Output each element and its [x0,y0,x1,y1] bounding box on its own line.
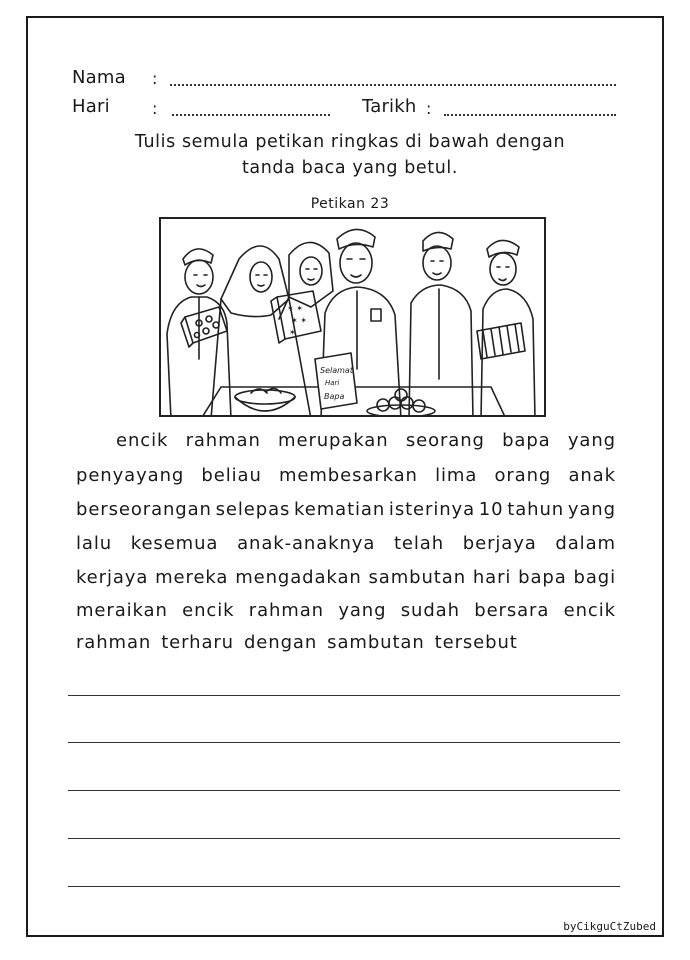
tarikh-label: Tarikh [362,96,417,117]
author-credit: byCikguCtZubed [563,920,656,933]
passage-word: bersara [474,600,550,621]
passage-word: merupakan [278,430,389,451]
passage-word: rahman [185,430,261,451]
gift-box-right [477,323,525,359]
passage-word: tersebut [434,632,518,653]
tarikh-colon: : [426,99,432,118]
passage-word: isterinya [388,499,476,520]
passage-word: anak [568,465,616,486]
passage-word: sambutan [368,567,467,588]
hari-colon: : [152,99,158,118]
svg-text:✶ ✶: ✶ ✶ [287,304,303,313]
passage-word: encik [182,600,235,621]
passage-line-5 [76,567,616,588]
passage-word: membesarkan [278,465,418,486]
passage-word: mengadakan [235,567,362,588]
passage-line-1 [116,430,616,451]
card-text-3: Bapa [324,392,345,401]
passage-word: bapa [502,430,551,451]
food-bowl [235,388,295,411]
instruction-line-1: Tulis semula petikan ringkas di bawah dengan [134,132,566,152]
passage-word: kerjaya [76,567,149,588]
passage-word: mereka [155,567,229,588]
tarikh-field[interactable] [444,114,616,116]
passage-word: orang [494,465,552,486]
passage-word: encik [563,600,616,621]
passage-word: beliau [201,465,262,486]
svg-text:✶ ✶: ✶ ✶ [291,316,307,325]
passage-line-6 [76,600,616,621]
passage-word: rahman [76,632,152,653]
nama-colon: : [152,69,158,88]
passage-word: yang [338,600,387,621]
boy-middle-figure [409,232,473,417]
illustration-family-celebration [159,217,546,417]
instruction [100,129,600,181]
passage-word: penyayang [76,465,185,486]
passage-word: seorang [405,430,485,451]
family-drawing [161,219,546,417]
passage-line-3 [76,499,616,520]
passage-word: yang [567,499,616,520]
passage-word: lima [435,465,478,486]
passage-word: berjaya [462,533,537,554]
answer-writing-line[interactable] [68,695,620,696]
hari-field[interactable] [172,114,330,116]
card-text-2: Hari [325,379,340,387]
passage-word: rahman [248,600,324,621]
passage-word: meraikan [76,600,168,621]
nama-label: Nama [72,67,126,88]
passage-word: tahun [507,499,565,520]
card-text-1: Selamat [320,366,353,375]
answer-writing-line[interactable] [68,742,620,743]
passage-line-2 [76,465,616,486]
passage-word: kesemua [130,533,219,554]
passage-word: dengan [243,632,318,653]
passage-line-4 [76,533,616,554]
svg-text:✶: ✶ [289,328,296,337]
passage-word: yang [567,430,616,451]
passage-word: bagi [573,567,616,588]
answer-writing-line[interactable] [68,886,620,887]
passage-caption: Petikan 23 [310,196,390,212]
passage-word: selepas [215,499,291,520]
passage-word: lalu [76,533,113,554]
passage-word: bapa [518,567,567,588]
passage-word: encik [116,430,169,451]
passage-line-7 [76,632,616,653]
passage-word: sambutan [327,632,425,653]
passage-word: telah [393,533,445,554]
answer-writing-line[interactable] [68,790,620,791]
greeting-card [315,353,357,409]
passage-word: kematian [294,499,386,520]
hari-label: Hari [72,96,110,117]
passage-word: 10 [478,499,504,520]
passage-word: hari [472,567,512,588]
passage-word: terharu [161,632,234,653]
answer-writing-line[interactable] [68,838,620,839]
passage-word: anak-anaknya [237,533,376,554]
instruction-line-2: tanda baca yang betul. [241,158,459,178]
nama-field[interactable] [170,84,616,86]
passage-word: sudah [400,600,460,621]
passage-word: dalam [555,533,616,554]
passage-word: berseorangan [76,499,212,520]
